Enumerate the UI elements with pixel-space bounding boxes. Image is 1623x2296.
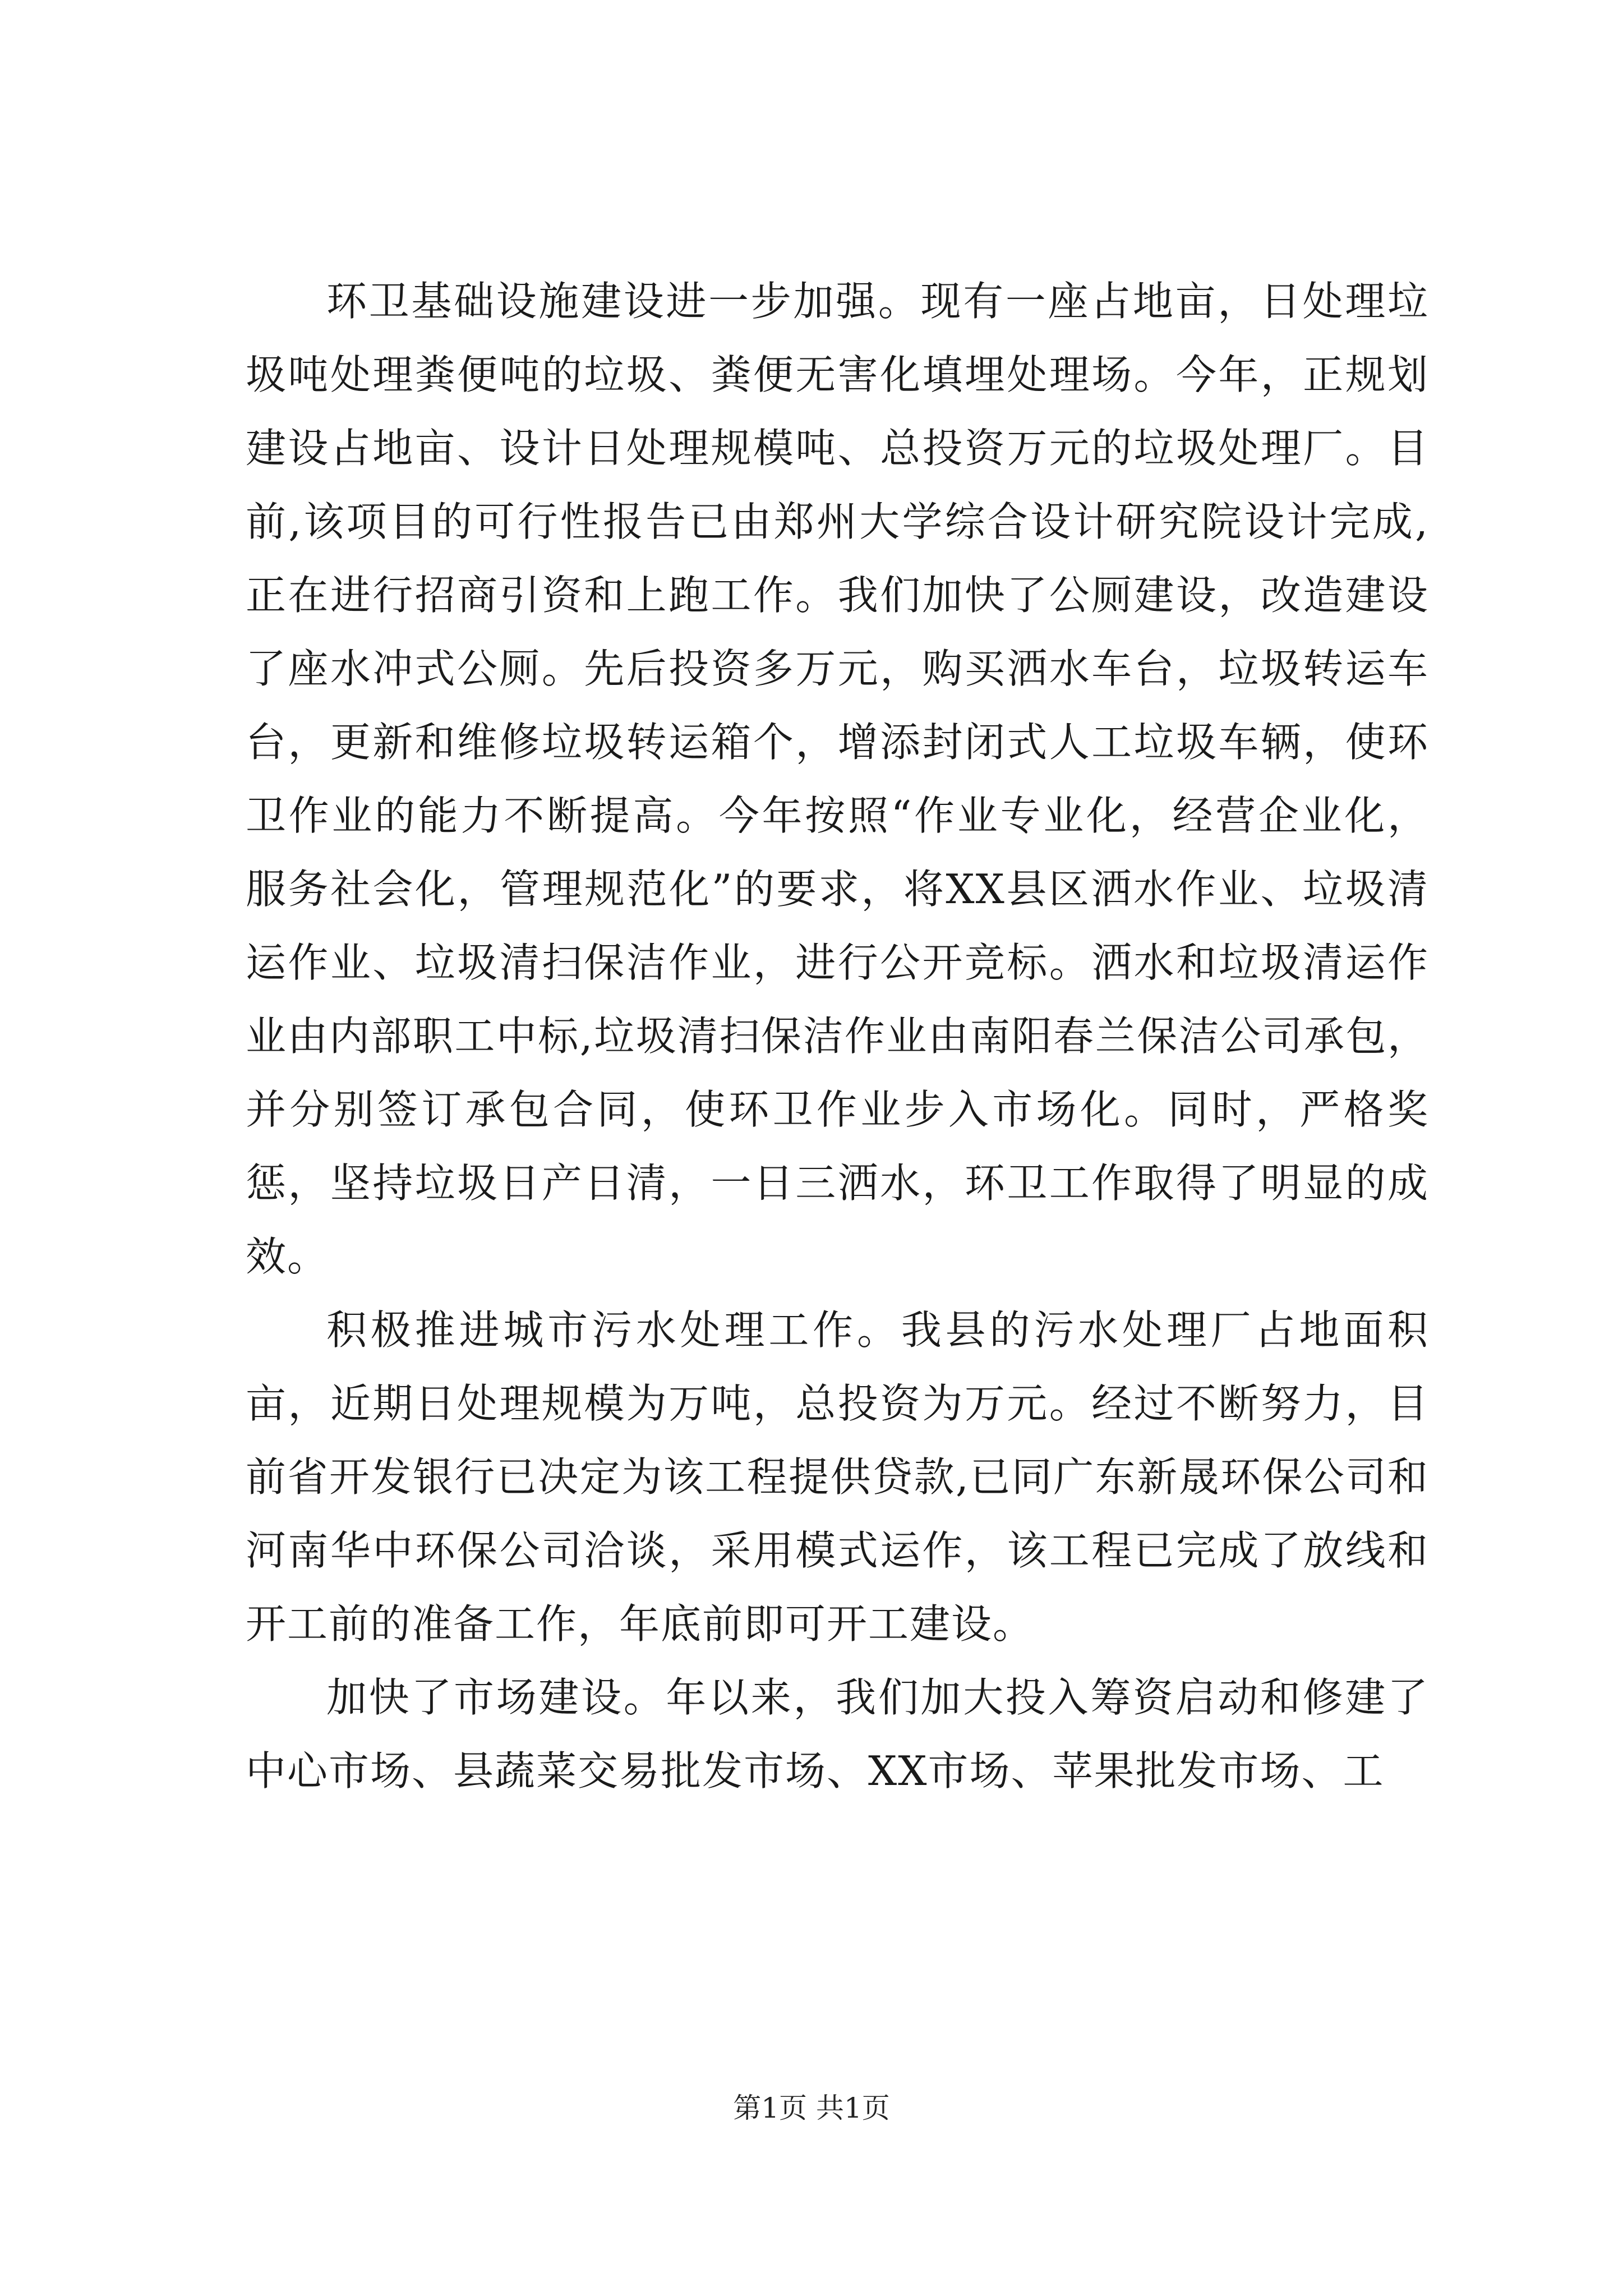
page-number-footer: 第1页 共1页	[733, 2092, 890, 2124]
paragraph-sanitation-infrastructure: 环卫基础设施建设进一步加强。现有一座占地亩，日处理垃圾吨处理粪便吨的垃圾、粪便无害化填埋处理场。今年，正规划建设占地亩、设计日处理规模吨、总投资万元的垃圾处理厂。目前,该项目的可行性报告已由郑州大学综合设计研究院设计完成,正在进行招商引资和上跑工作。我们加快了公厕建设，改造建设了座水冲式公厕。先后投资多万元，购买洒水车台，垃圾转运车台，更新和维修垃圾转运箱个，增添封闭式人工垃圾车辆，使环卫作业的能力不断提高。今年按照“作业专业化，经营企业化，服务社会化，管理规范化”的要求，将XX县区洒水作业、垃圾清运作业、垃圾清扫保洁作业，进行公开竞标。洒水和垃圾清运作业由内部职工中标,垃圾清扫保洁作业由南阳春兰保洁公司承包，并分别签订承包合同，使环卫作业步入市场化。同时，严格奖惩，坚持垃圾日产日清，一日三洒水，环卫工作取得了明显的成效。	[246, 278, 1429, 1280]
paragraph-market-construction: 加快了市场建设。年以来，我们加大投入筹资启动和修建了中心市场、县蔬菜交易批发市场、XX市场、苹果批发市场、工	[246, 1674, 1429, 1795]
paragraph-sewage-treatment: 积极推进城市污水处理工作。我县的污水处理厂占地面积亩，近期日处理规模为万吨，总投资为万元。经过不断努力，目前省开发银行已决定为该工程提供贷款,已同广东新晟环保公司和河南华中环保公司洽谈，采用模式运作，该工程已完成了放线和开工前的准备工作，年底前即可开工建设。	[246, 1306, 1429, 1648]
document-body	[246, 265, 1429, 1808]
